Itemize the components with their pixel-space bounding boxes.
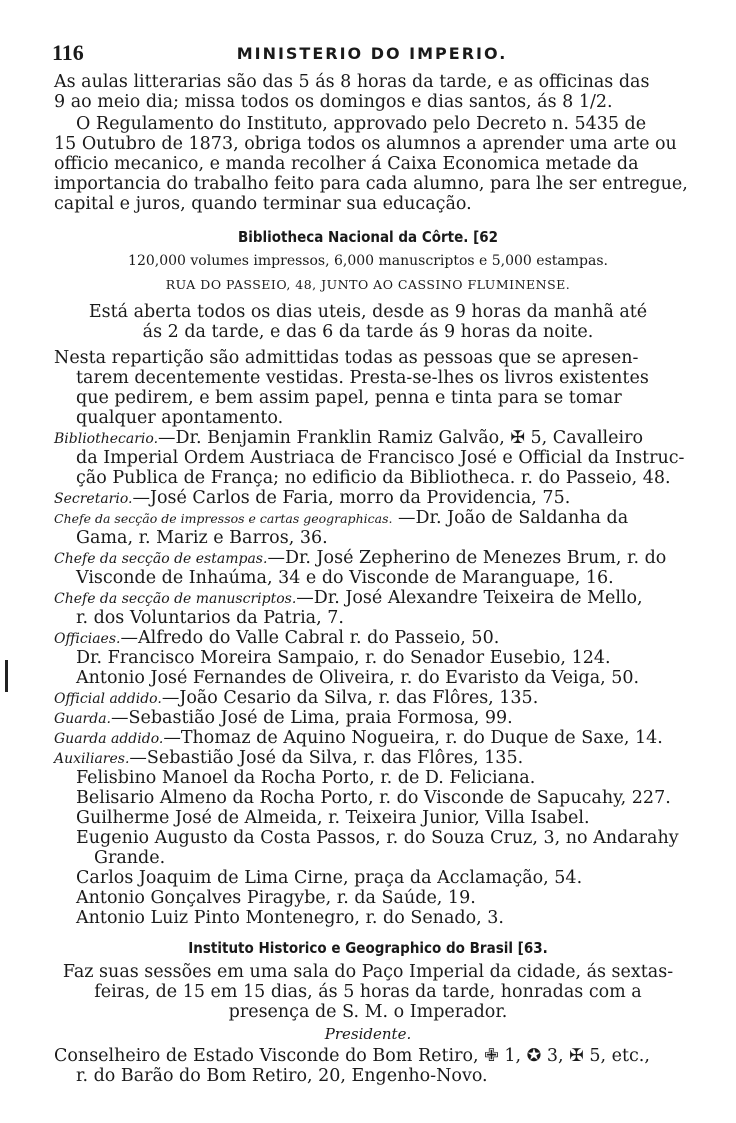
- margin-mark: [5, 660, 8, 692]
- staff-entry-auxiliar: Antonio Gonçalves Piragybe, r. da Saúde, 19.: [76, 888, 476, 908]
- section-heading-instituto: Instituto Historico e Geographico do Brasil [63.: [188, 939, 548, 957]
- role-label: Bibliothecario.: [54, 431, 159, 447]
- staff-entry-auxiliar: Carlos Joaquim de Lima Cirne, praça da Acclamação, 54.: [76, 868, 583, 888]
- staff-entry-continued: r. dos Voluntarios da Patria, 7.: [76, 608, 344, 628]
- instituto-line: feiras, de 15 em 15 dias, ás 5 horas da tarde, honradas com a: [94, 982, 642, 1002]
- role-label: Chefe da secção de estampas.: [54, 551, 268, 567]
- staff-entry-chefe-manuscriptos: [54, 588, 643, 609]
- staff-entry-official-addido: [54, 688, 538, 709]
- role-label: Chefe da secção de manuscriptos.: [54, 591, 297, 607]
- rules-line: Nesta repartição são admittidas todas as pessoas que se apresen-: [54, 348, 639, 368]
- staff-entry-chefe-estampas: [54, 548, 666, 569]
- staff-name: —Thomaz de Aquino Nogueira, r. do Duque de Saxe, 14.: [163, 728, 663, 748]
- bibliotheca-address: RUA DO PASSEIO, 48, JUNTO AO CASSINO FLUMINENSE.: [165, 277, 571, 292]
- rules-line: tarem decentemente vestidas. Presta-se-lhes os livros existentes: [76, 368, 649, 388]
- staff-entry-auxiliar: Eugenio Augusto da Costa Passos, r. do Souza Cruz, 3, no Andarahy: [76, 828, 679, 848]
- intro-line: 15 Outubro de 1873, obriga todos os alumnos a aprender uma arte ou: [54, 134, 677, 154]
- presidente-entry: Conselheiro de Estado Visconde do Bom Retiro, ✙ 1, ✪ 3, ✠ 5, etc.,: [54, 1046, 650, 1066]
- hours-line: ás 2 da tarde, e das 6 da tarde ás 9 horas da noite.: [142, 322, 594, 342]
- role-label: Chefe da secção de impressos e cartas geographicas.: [54, 511, 393, 526]
- staff-entry-continued: Grande.: [94, 848, 166, 868]
- presidente-label: Presidente.: [324, 1025, 412, 1043]
- staff-name: —Dr. José Zepherino de Menezes Brum, r. do: [267, 548, 667, 568]
- intro-line: O Regulamento do Instituto, approvado pelo Decreto n. 5435 de: [76, 114, 647, 134]
- staff-entry-auxiliar: Belisario Almeno da Rocha Porto, r. do Visconde de Sapucahy, 227.: [76, 788, 671, 808]
- rules-line: qualquer apontamento.: [76, 408, 284, 428]
- staff-entry-chefe-impressos: [54, 508, 628, 529]
- role-label: Official addido.: [54, 691, 162, 707]
- hours-line: Está aberta todos os dias uteis, desde as 9 horas da manhã até: [88, 302, 648, 322]
- page-number: 116: [52, 40, 84, 65]
- running-header: [52, 40, 692, 66]
- staff-entry-guarda: [54, 708, 513, 729]
- section-heading-bibliotheca: Bibliotheca Nacional da Côrte. [62: [237, 228, 499, 246]
- instituto-line: Faz suas sessões em uma sala do Paço Imperial da cidade, ás sextas-: [62, 962, 674, 982]
- staff-name: —Dr. José Alexandre Teixeira de Mello,: [296, 588, 643, 608]
- intro-line: importancia do trabalho feito para cada alumno, para lhe ser entregue,: [54, 174, 688, 194]
- staff-name: —Dr. João de Saldanha da: [392, 508, 629, 528]
- staff-entry-continued: da Imperial Ordem Austriaca de Francisco José e Official da Instruc-: [76, 448, 685, 468]
- intro-line: 9 ao meio dia; missa todos os domingos e dias santos, ás 8 1/2.: [54, 92, 613, 112]
- staff-name: —João Cesario da Silva, r. das Flôres, 135.: [161, 688, 539, 708]
- role-label: Guarda.: [54, 711, 111, 727]
- staff-entry-continued: Visconde de Inhaúma, 34 e do Visconde de Maranguape, 16.: [76, 568, 614, 588]
- staff-entry-bibliothecario: [54, 428, 643, 449]
- presidente-entry-continued: r. do Barão do Bom Retiro, 20, Engenho-Novo.: [76, 1066, 488, 1086]
- staff-entry-continued: Antonio José Fernandes de Oliveira, r. do Evaristo da Veiga, 50.: [76, 668, 640, 688]
- staff-name: —Dr. Benjamin Franklin Ramiz Galvão, ✠ 5, Cavalleiro: [158, 428, 643, 448]
- staff-entry-auxiliares: [54, 748, 523, 769]
- staff-name: —José Carlos de Faria, morro da Providencia, 75.: [132, 488, 571, 508]
- role-label: Guarda addido.: [54, 731, 164, 747]
- role-label: Secretario.: [54, 491, 133, 507]
- staff-entry-guarda-addido: [54, 728, 663, 749]
- role-label: Officiaes.: [54, 631, 121, 647]
- bibliotheca-stats: 120,000 volumes impressos, 6,000 manuscriptos e 5,000 estampas.: [128, 253, 608, 269]
- role-label: Auxiliares.: [54, 751, 130, 767]
- intro-line: officio mecanico, e manda recolher á Caixa Economica metade da: [54, 154, 639, 174]
- staff-entry-secretario: [54, 488, 570, 509]
- staff-name: —Alfredo do Valle Cabral r. do Passeio, 50.: [120, 628, 500, 648]
- staff-entry-continued: ção Publica de França; no edificio da Bibliotheca. r. do Passeio, 48.: [76, 468, 671, 488]
- staff-entry-auxiliar: Felisbino Manoel da Rocha Porto, r. de D. Feliciana.: [76, 768, 536, 788]
- rules-line: que pedirem, e bem assim papel, penna e tinta para se tomar: [76, 388, 622, 408]
- staff-entry-auxiliar: Guilherme José de Almeida, r. Teixeira Junior, Villa Isabel.: [76, 808, 590, 828]
- staff-name: —Sebastião José da Silva, r. das Flôres, 135.: [129, 748, 524, 768]
- staff-entry-auxiliar: Antonio Luiz Pinto Montenegro, r. do Senado, 3.: [76, 908, 504, 928]
- staff-entry-officiaes: [54, 628, 499, 649]
- staff-entry-continued: Dr. Francisco Moreira Sampaio, r. do Senador Eusebio, 124.: [76, 648, 611, 668]
- intro-line: capital e juros, quando terminar sua educação.: [54, 194, 472, 214]
- instituto-line: presença de S. M. o Imperador.: [228, 1002, 508, 1022]
- intro-line: As aulas litterarias são das 5 ás 8 horas da tarde, e as officinas das: [54, 72, 650, 92]
- staff-entry-continued: Gama, r. Mariz e Barros, 36.: [76, 528, 328, 548]
- page-title: MINISTERIO DO IMPERIO.: [236, 44, 508, 63]
- staff-name: —Sebastião José de Lima, praia Formosa, 99.: [111, 708, 513, 728]
